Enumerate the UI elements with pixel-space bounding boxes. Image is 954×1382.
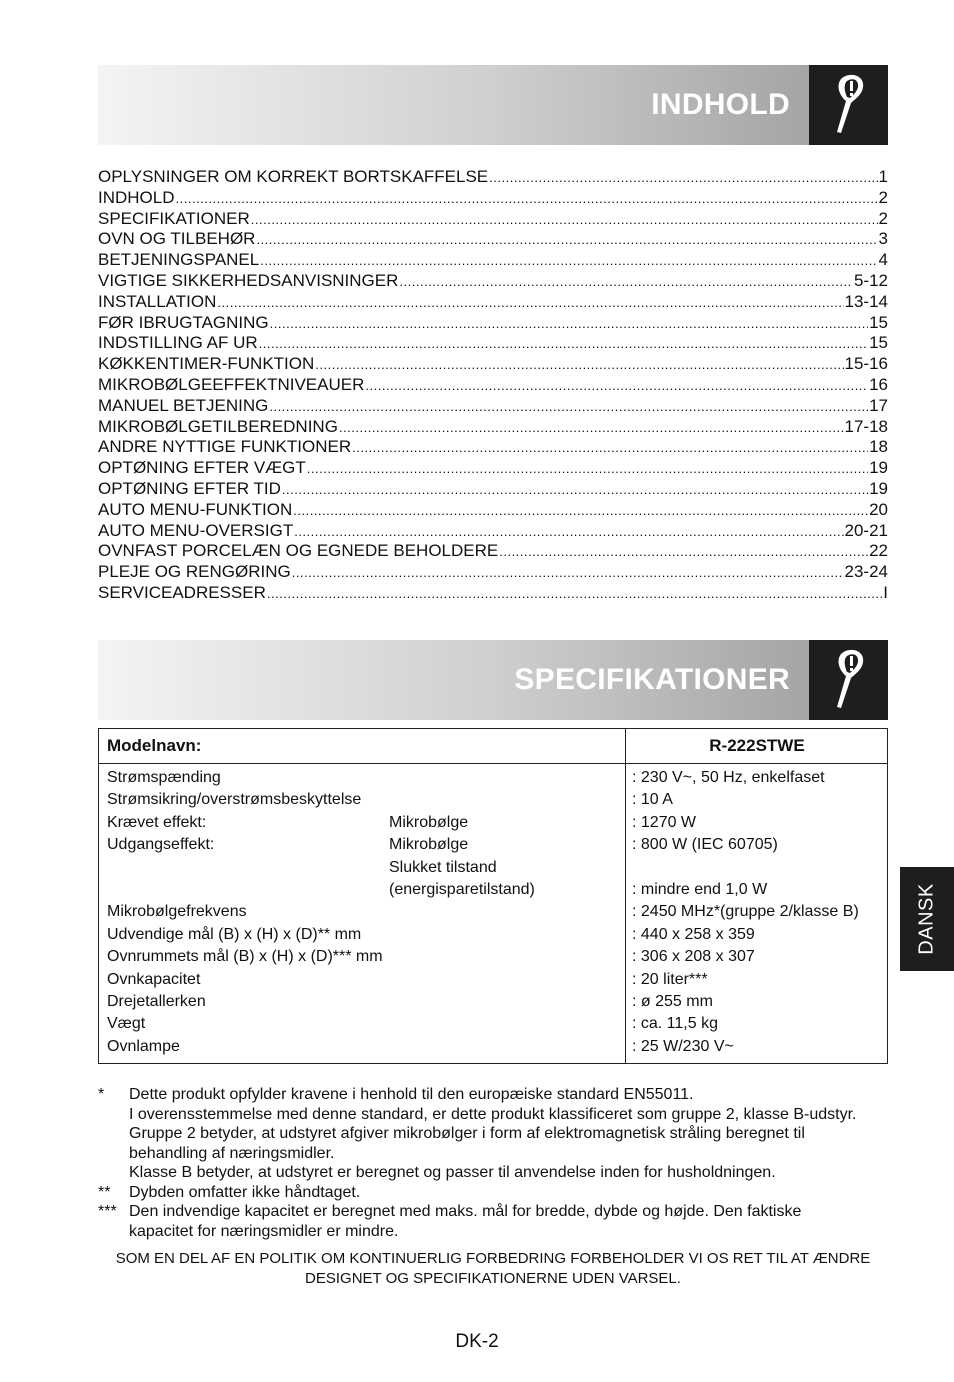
toc-entry-page: 19 <box>869 478 888 498</box>
toc-leader-dots <box>176 188 878 210</box>
toc-entry-page: 20-21 <box>844 520 888 540</box>
page-number: DK-2 <box>455 1331 499 1352</box>
spec-row <box>99 834 887 856</box>
spec-row <box>99 1036 887 1058</box>
toc-leader-dots <box>399 271 853 293</box>
spec-row <box>99 789 887 811</box>
toc-leader-dots <box>499 541 868 563</box>
footnote-line: Klasse B betyder, at udstyret er beregnet og passer til anvendelse inden for husholdningen. <box>129 1164 776 1181</box>
toc-entry-title: OVN OG TILBEHØR <box>98 229 256 249</box>
spec-value: : 20 liter*** <box>632 970 708 988</box>
toc-entry <box>98 188 888 209</box>
toc-entry <box>98 229 888 250</box>
toc-entry <box>98 500 888 521</box>
toc-leader-dots <box>282 479 868 501</box>
toc-entry <box>98 167 888 188</box>
toc-entry-page: 16 <box>869 374 888 394</box>
spec-label: Strømsikring/overstrømsbeskyttelse <box>107 791 362 809</box>
spec-row <box>99 924 887 946</box>
toc-leader-dots <box>217 292 843 314</box>
spec-row <box>99 857 887 879</box>
toc-entry <box>98 292 888 313</box>
toc-entry-title: BETJENINGSPANEL <box>98 250 260 270</box>
toc-leader-dots <box>307 458 868 480</box>
toc-entry <box>98 375 888 396</box>
footnote <box>98 1183 898 1203</box>
spec-value: : 25 W/230 V~ <box>632 1037 734 1055</box>
spec-label: Ovnkapacitet <box>107 970 201 988</box>
footnote <box>98 1202 898 1241</box>
toc-leader-dots <box>365 375 868 397</box>
banner-icon-box <box>809 640 888 720</box>
toc-entry-page: 2 <box>878 208 888 228</box>
spec-value: : 306 x 208 x 307 <box>632 948 755 966</box>
spec-row <box>99 991 887 1013</box>
toc-entry-title: MANUEL BETJENING <box>98 395 269 415</box>
toc-leader-dots <box>489 167 877 189</box>
spec-sublabel: Mikrobølge <box>389 813 469 831</box>
spec-label: Ovnlampe <box>107 1037 180 1055</box>
footnote-line: behandling af næringsmidler. <box>129 1144 335 1162</box>
toc-leader-dots <box>293 500 868 522</box>
toc-leader-dots <box>292 562 844 584</box>
disclaimer <box>98 1249 888 1288</box>
toc-entry-title: FØR IBRUGTAGNING <box>98 312 269 332</box>
spec-row <box>99 812 887 834</box>
footnote-line: I overensstemmelse med denne standard, er dette produkt klassificeret som gruppe 2, klasse B-udstyr. <box>129 1105 857 1123</box>
spec-label: Mikrobølgefrekvens <box>107 903 247 921</box>
toc-entry-page: 17-18 <box>844 416 888 436</box>
toc-leader-dots <box>270 313 868 335</box>
toc-entry <box>98 396 888 417</box>
footnote-marker: ** <box>98 1183 111 1201</box>
toc-entry-title: SERVICEADRESSER <box>98 582 266 602</box>
toc-entry-title: SPECIFIKATIONER <box>98 208 250 228</box>
toc-entry <box>98 583 888 604</box>
toc-entry-page: 15-16 <box>844 354 888 374</box>
toc-entry-title: ANDRE NYTTIGE FUNKTIONER <box>98 437 352 457</box>
spec-value: : 10 A <box>632 791 673 809</box>
toc-entry <box>98 250 888 271</box>
spec-value: : 230 V~, 50 Hz, enkelfaset <box>632 769 825 786</box>
spec-label: Udgangseffekt: <box>107 836 215 854</box>
model-value: R-222STWE <box>709 736 805 755</box>
spec-value: : 800 W (IEC 60705) <box>632 836 778 854</box>
toc-entry-page: 13-14 <box>844 291 888 311</box>
toc-entry-title: PLEJE OG RENGØRING <box>98 562 291 582</box>
specifications-title: SPECIFIKATIONER <box>514 663 790 696</box>
toc-entry <box>98 313 888 334</box>
toc-entry-title: INDSTILLING AF UR <box>98 333 258 353</box>
contents-banner <box>98 65 888 145</box>
table-of-contents <box>98 167 888 604</box>
footnotes <box>98 1085 898 1241</box>
toc-entry-page: 18 <box>869 437 888 457</box>
language-tab <box>900 867 954 971</box>
spec-row <box>99 969 887 991</box>
toc-entry <box>98 541 888 562</box>
toc-entry-title: OVNFAST PORCELÆN OG EGNEDE BEHOLDERE <box>98 541 499 561</box>
toc-entry-title: AUTO MENU-FUNKTION <box>98 499 293 519</box>
spec-value: : mindre end 1,0 W <box>632 880 768 898</box>
spec-label: Krævet effekt: <box>107 813 207 831</box>
footnote-line: Den indvendige kapacitet er beregnet med maks. mål for bredde, dybde og højde. Den faktiske <box>129 1203 802 1220</box>
footnote-line: Dette produkt opfylder kravene i henhold til den europæiske standard EN55011. <box>129 1086 694 1103</box>
toc-entry-page: 15 <box>869 312 888 332</box>
banner-icon-box <box>809 65 888 145</box>
footnote-line: Dybden omfatter ikke håndtaget. <box>129 1183 361 1201</box>
footnote-line: kapacitet for næringsmidler er mindre. <box>129 1222 399 1240</box>
spec-value: : ø 255 mm <box>632 992 713 1010</box>
spec-label: Drejetallerken <box>107 992 206 1010</box>
toc-entry-title: OPTØNING EFTER TID <box>98 478 281 498</box>
toc-entry-page: 20 <box>869 499 888 519</box>
spec-value: : 440 x 258 x 359 <box>632 925 755 943</box>
toc-entry-title: KØKKENTIMER-FUNKTION <box>98 354 315 374</box>
toc-entry-page: 4 <box>878 250 888 270</box>
spec-row <box>99 946 887 968</box>
specifications-table <box>98 728 888 1064</box>
toc-entry-page: 22 <box>869 541 888 561</box>
spec-sublabel: Mikrobølge <box>389 836 469 854</box>
toc-entry-page: 2 <box>878 187 888 207</box>
toc-entry-page: I <box>883 582 888 602</box>
spec-header-row <box>99 729 887 764</box>
spec-row <box>99 1013 887 1035</box>
toc-entry-page: 15 <box>869 333 888 353</box>
toc-entry <box>98 417 888 438</box>
toc-entry-page: 23-24 <box>844 562 888 582</box>
toc-entry-page: 3 <box>878 229 888 249</box>
toc-entry <box>98 479 888 500</box>
toc-entry <box>98 458 888 479</box>
toc-entry-title: INDHOLD <box>98 187 175 207</box>
footnote-marker: *** <box>98 1203 117 1220</box>
toc-entry <box>98 333 888 354</box>
toc-leader-dots <box>267 583 882 605</box>
spec-label: Strømspænding <box>107 769 221 786</box>
toc-leader-dots <box>294 521 843 543</box>
spec-value: : ca. 11,5 kg <box>632 1015 718 1033</box>
spec-row <box>99 879 887 901</box>
contents-title: INDHOLD <box>651 88 790 121</box>
toc-entry <box>98 521 888 542</box>
spec-row <box>99 901 887 923</box>
spec-value: : 1270 W <box>632 813 697 831</box>
toc-leader-dots <box>251 209 878 231</box>
toc-entry <box>98 271 888 292</box>
toc-leader-dots <box>259 333 868 355</box>
toc-entry-title: OPLYSNINGER OM KORREKT BORTSKAFFELSE <box>98 167 489 186</box>
toc-entry <box>98 209 888 230</box>
specifications-banner <box>98 640 888 720</box>
toc-entry-page: 19 <box>869 458 888 478</box>
spec-row <box>99 767 887 789</box>
model-label: Modelnavn: <box>107 736 202 755</box>
spec-label: Udvendige mål (B) x (H) x (D)** mm <box>107 925 362 943</box>
info-pen-icon <box>827 648 871 712</box>
info-pen-icon <box>827 73 871 137</box>
toc-entry-title: OPTØNING EFTER VÆGT <box>98 458 306 478</box>
footnote-line: Gruppe 2 betyder, at udstyret afgiver mikrobølger i form af elektromagnetisk stråling beregnet til <box>129 1125 805 1142</box>
toc-leader-dots <box>260 250 877 272</box>
toc-entry-title: MIKROBØLGETILBEREDNING <box>98 416 338 436</box>
toc-entry-page: 1 <box>878 167 888 186</box>
footnote-marker: * <box>98 1086 105 1103</box>
spec-value: : 2450 MHz*(gruppe 2/klasse B) <box>632 903 859 921</box>
toc-entry <box>98 562 888 583</box>
spec-label: Vægt <box>107 1015 146 1033</box>
toc-leader-dots <box>352 437 868 459</box>
toc-entry-title: VIGTIGE SIKKERHEDSANVISNINGER <box>98 270 399 290</box>
disclaimer-line: SOM EN DEL AF EN POLITIK OM KONTINUERLIG FORBEDRING FORBEHOLDER VI OS RET TIL AT ÆNDRE <box>115 1250 871 1267</box>
toc-leader-dots <box>339 417 844 439</box>
spec-sublabel: Slukket tilstand <box>389 858 497 876</box>
toc-entry <box>98 354 888 375</box>
toc-entry-page: 17 <box>869 395 888 415</box>
spec-label: Ovnrummets mål (B) x (H) x (D)*** mm <box>107 948 383 966</box>
toc-entry-title: MIKROBØLGEEFFEKTNIVEAUER <box>98 374 365 394</box>
toc-entry-title: INSTALLATION <box>98 291 217 311</box>
toc-entry-title: AUTO MENU-OVERSIGT <box>98 520 294 540</box>
toc-entry-page: 5-12 <box>853 270 888 290</box>
toc-leader-dots <box>256 229 877 251</box>
toc-entry <box>98 437 888 458</box>
disclaimer-line: DESIGNET OG SPECIFIKATIONERNE UDEN VARSEL. <box>305 1269 681 1287</box>
language-label: DANSK <box>915 883 938 955</box>
footnote <box>98 1085 898 1183</box>
spec-rows <box>99 767 887 1058</box>
toc-leader-dots <box>315 354 843 376</box>
toc-leader-dots <box>269 396 868 418</box>
spec-sublabel: (energisparetilstand) <box>389 880 535 898</box>
